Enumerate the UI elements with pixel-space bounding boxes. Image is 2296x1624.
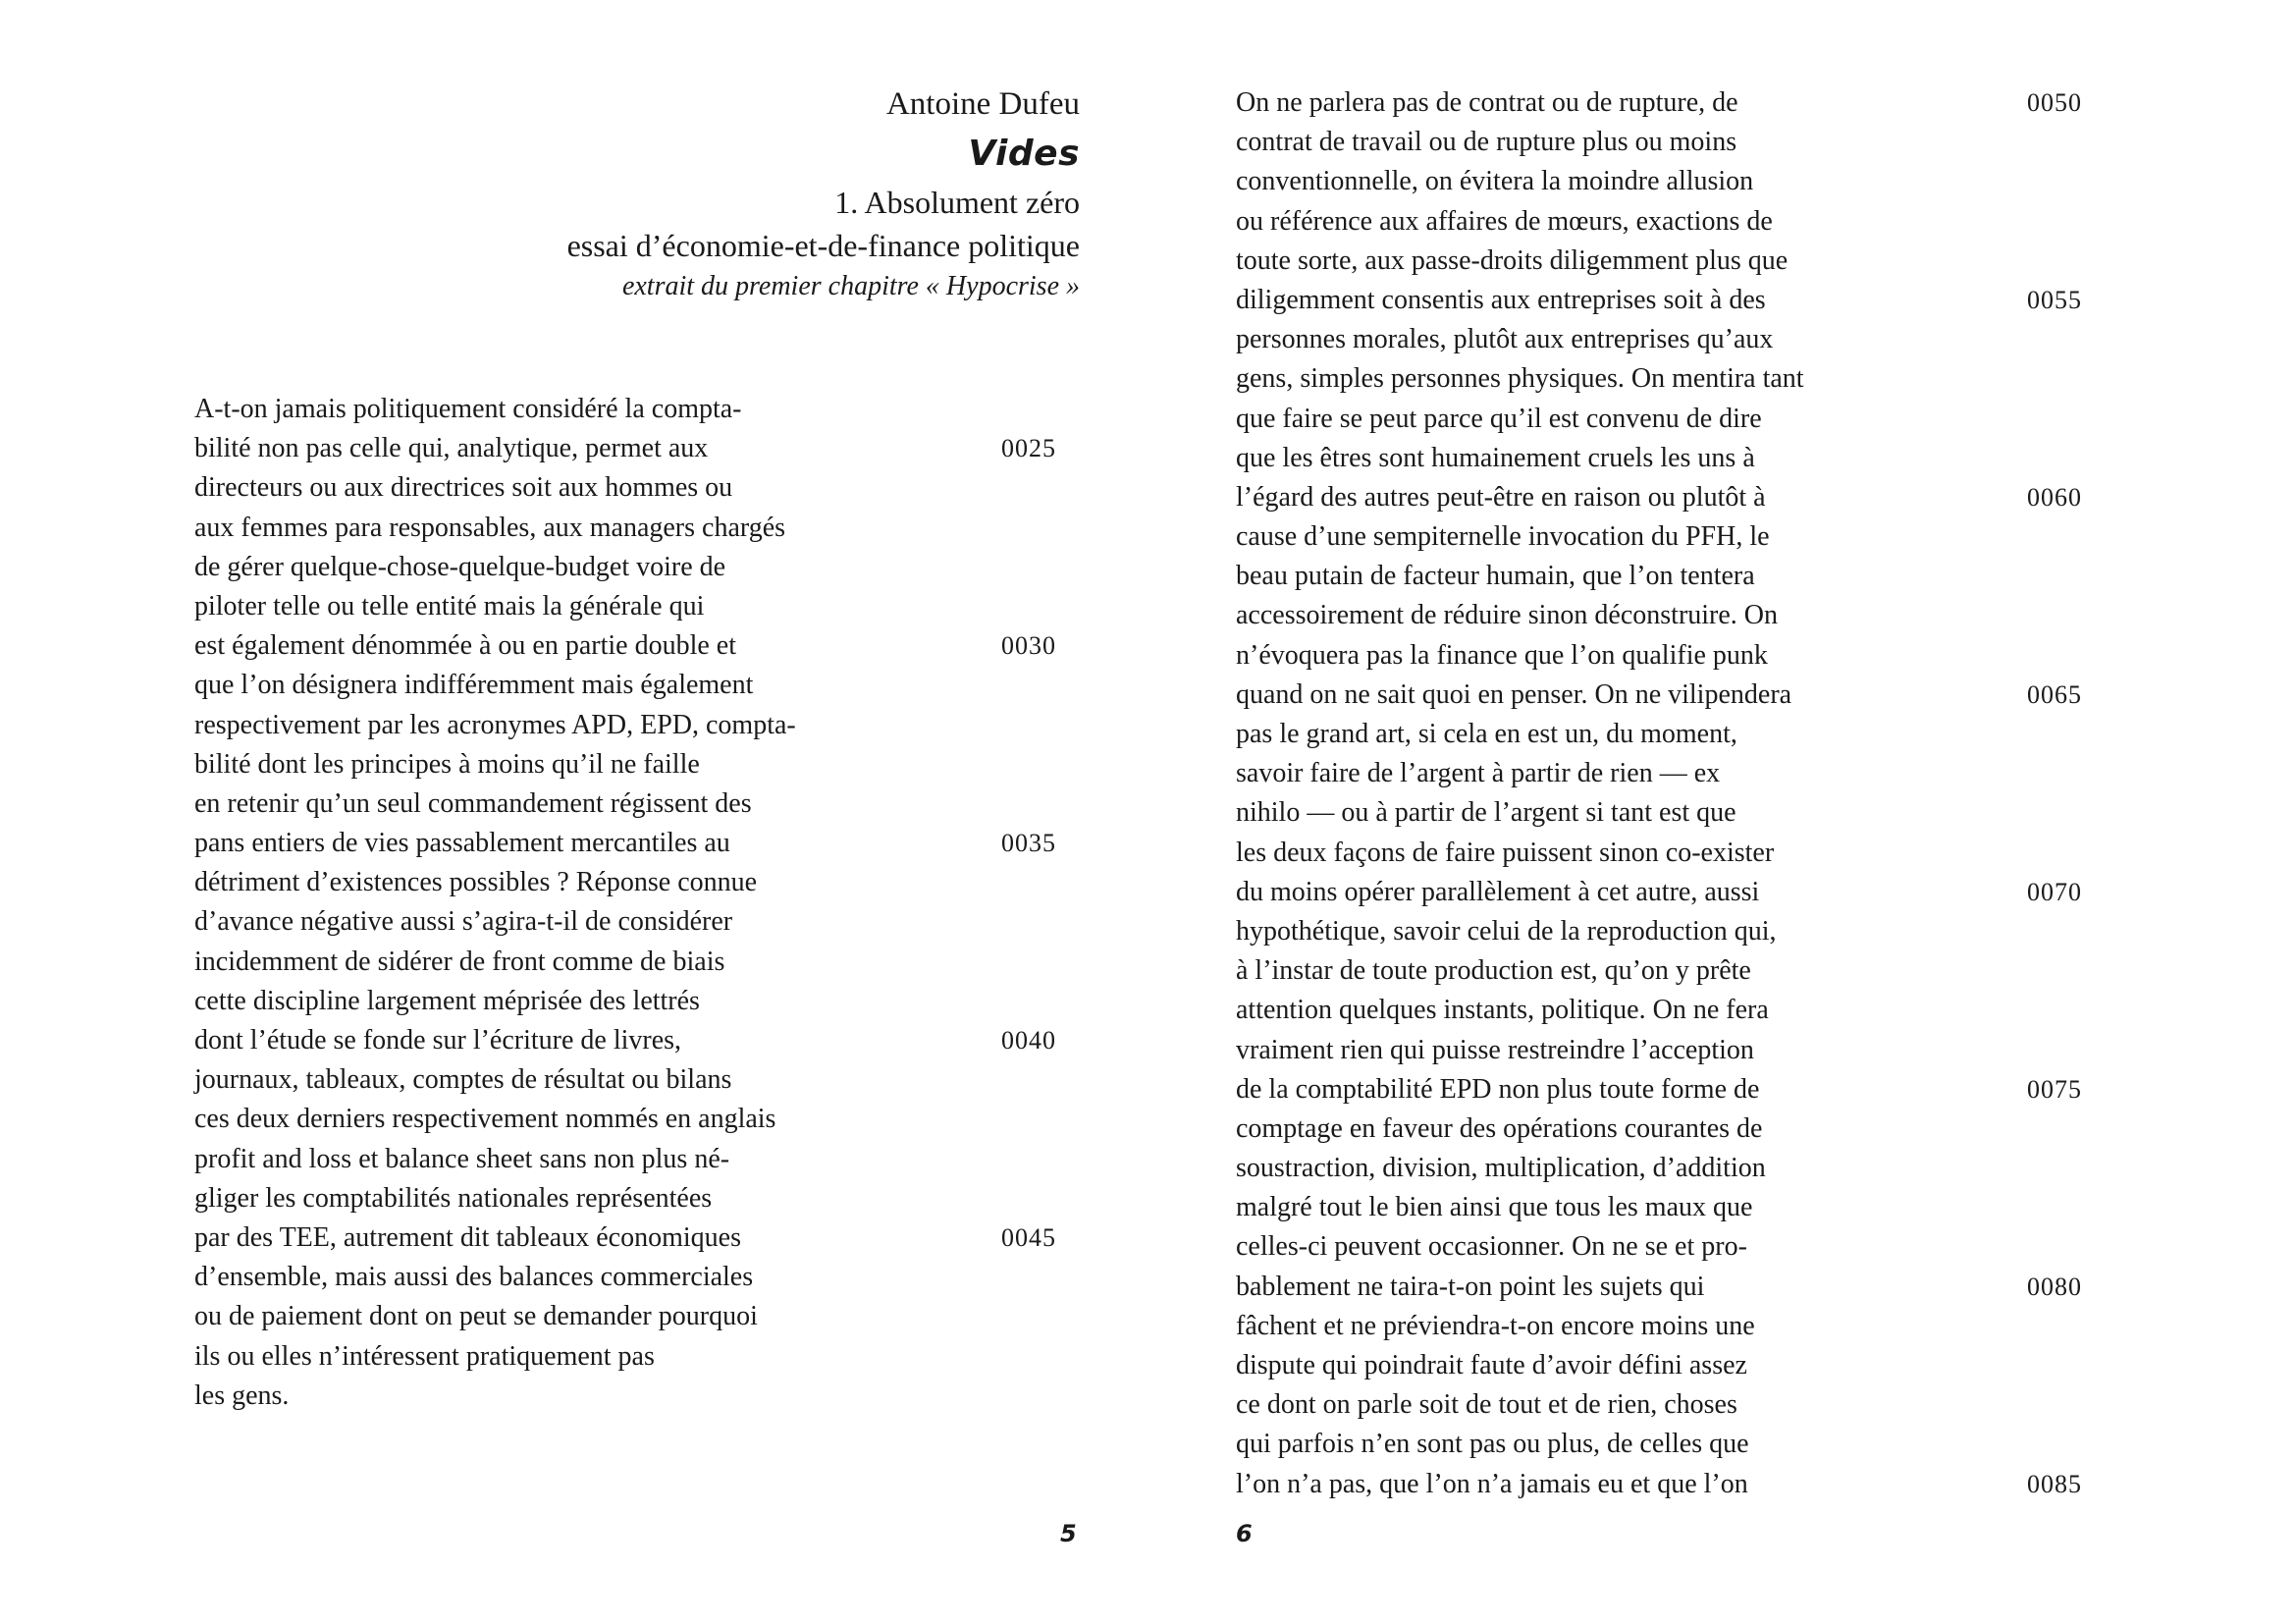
- line-number: 0050: [2027, 88, 2082, 117]
- line-number: 0055: [2027, 286, 2082, 314]
- text-line: hypothétique, savoir celui de la reproduction qui,: [1236, 915, 1777, 947]
- line-number: 0040: [1001, 1026, 1056, 1055]
- text-line: que les êtres sont humainement cruels les uns à: [1236, 442, 1755, 473]
- text-line: diligemment consentis aux entreprises soit à des: [1236, 284, 1766, 315]
- book-subtitle: 1. Absolument zéro: [834, 185, 1080, 220]
- text-line: les deux façons de faire puissent sinon co-exister: [1236, 837, 1775, 868]
- text-line: quand on ne sait quoi en penser. On ne vilipendera: [1236, 678, 1792, 710]
- text-line: accessoirement de réduire sinon déconstruire. On: [1236, 600, 1779, 631]
- text-line: de la comptabilité EPD non plus toute forme de: [1236, 1073, 1760, 1105]
- text-line: détriment d’existences possibles ? Réponse connue: [194, 867, 758, 898]
- text-line: n’évoquera pas la finance que l’on qualifie punk: [1236, 639, 1768, 671]
- text-line: gliger les comptabilités nationales représentées: [194, 1182, 713, 1214]
- text-line: par des TEE, autrement dit tableaux économiques: [194, 1221, 741, 1253]
- text-line: bablement ne taira-t-on point les sujets qui: [1236, 1271, 1705, 1302]
- text-line: à l’instar de toute production est, qu’on y prête: [1236, 955, 1751, 987]
- text-line: dont l’étude se fonde sur l’écriture de livres,: [194, 1025, 682, 1056]
- text-line: On ne parlera pas de contrat ou de rupture, de: [1236, 87, 1738, 118]
- book-genre: essai d’économie-et-de-finance politique: [566, 228, 1080, 263]
- line-number: 0030: [1001, 631, 1056, 660]
- line-number: 0035: [1001, 829, 1056, 857]
- text-line: aux femmes para responsables, aux managers chargés: [194, 512, 786, 543]
- text-line: qui parfois n’en sont pas ou plus, de celles que: [1236, 1429, 1749, 1460]
- text-line: contrat de travail ou de rupture plus ou moins: [1236, 127, 1737, 158]
- text-line: ces deux derniers respectivement nommés en anglais: [194, 1104, 776, 1135]
- line-number: 0080: [2027, 1272, 2082, 1301]
- text-line: piloter telle ou telle entité mais la générale qui: [194, 590, 705, 622]
- text-line: savoir faire de l’argent à partir de rien — ex: [1236, 758, 1721, 789]
- text-line: bilité non pas celle qui, analytique, permet aux: [194, 433, 709, 464]
- line-number: 0075: [2027, 1075, 2082, 1104]
- line-number: 0085: [2027, 1470, 2082, 1498]
- text-line: gens, simples personnes physiques. On mentira tant: [1236, 363, 1804, 395]
- text-line: en retenir qu’un seul commandement régissent des: [194, 787, 752, 819]
- text-line: directeurs ou aux directrices soit aux hommes ou: [194, 472, 733, 504]
- text-line: dispute qui poindrait faute d’avoir défini assez: [1236, 1350, 1747, 1380]
- text-line: l’on n’a pas, que l’on n’a jamais eu et que l’on: [1236, 1468, 1748, 1499]
- text-line: l’égard des autres peut-être en raison ou plutôt à: [1236, 481, 1766, 513]
- text-line: attention quelques instants, politique. On ne fera: [1236, 995, 1769, 1026]
- line-number: 0065: [2027, 680, 2082, 709]
- line-number: 0025: [1001, 434, 1056, 462]
- line-number: 0060: [2027, 483, 2082, 512]
- text-line: beau putain de facteur humain, que l’on tentera: [1236, 561, 1755, 592]
- text-line: cause d’une sempiternelle invocation du PFH, le: [1236, 521, 1770, 553]
- right-body-text: [1236, 83, 1943, 1504]
- text-line: fâchent et ne préviendra-t-on encore moins une: [1236, 1310, 1755, 1341]
- text-line: toute sorte, aux passe-droits diligemment plus que: [1236, 244, 1789, 276]
- text-line: que l’on désignera indifféremment mais également: [194, 670, 754, 701]
- page-number-right: 6: [1236, 1520, 1253, 1547]
- author-name: Antoine Dufeu: [885, 86, 1080, 122]
- book-title: Vides: [968, 134, 1080, 174]
- text-line: que faire se peut parce qu’il est convenu de dire: [1236, 403, 1762, 434]
- text-line: journaux, tableaux, comptes de résultat ou bilans: [194, 1064, 732, 1096]
- text-line: pans entiers de vies passablement mercantiles au: [194, 828, 730, 859]
- text-line: comptage en faveur des opérations courantes de: [1236, 1112, 1763, 1144]
- text-line: est également dénommée à ou en partie double et: [194, 630, 737, 662]
- text-line: ou référence aux affaires de mœurs, exactions de: [1236, 205, 1773, 237]
- text-line: malgré tout le bien ainsi que tous les maux que: [1236, 1192, 1753, 1223]
- text-line: bilité dont les principes à moins qu’il ne faille: [194, 748, 700, 780]
- page-number-left: 5: [1060, 1520, 1077, 1547]
- text-line: cette discipline largement méprisée des lettrés: [194, 985, 700, 1016]
- text-line: respectivement par les acronymes APD, EPD, compta-: [194, 709, 796, 740]
- text-line: ce dont on parle soit de tout et de rien, choses: [1236, 1389, 1737, 1421]
- line-number: 0070: [2027, 878, 2082, 906]
- text-line: profit and loss et balance sheet sans non plus né-: [194, 1143, 730, 1174]
- text-line: nihilo — ou à partir de l’argent si tant est que: [1236, 797, 1736, 829]
- text-line: de gérer quelque-chose-quelque-budget voire de: [194, 551, 726, 582]
- text-line: conventionnelle, on évitera la moindre allusion: [1236, 166, 1754, 197]
- text-line: A-t-on jamais politiquement considéré la compta-: [194, 394, 742, 424]
- text-line: les gens.: [194, 1380, 290, 1411]
- title-block: [393, 81, 1080, 306]
- text-line: ils ou elles n’intéressent pratiquement pas: [194, 1340, 655, 1372]
- text-line: celles-ci peuvent occasionner. On ne se et pro-: [1236, 1231, 1747, 1263]
- text-line: du moins opérer parallèlement à cet autre, aussi: [1236, 876, 1760, 907]
- extract-note: extrait du premier chapitre « Hypocrise »: [621, 271, 1080, 301]
- right-page: [1148, 0, 2296, 1624]
- text-line: soustraction, division, multiplication, d’addition: [1236, 1153, 1766, 1184]
- text-line: d’avance négative aussi s’agira-t-il de considérer: [194, 906, 733, 938]
- text-line: vraiment rien qui puisse restreindre l’acception: [1236, 1034, 1754, 1065]
- text-line: ou de paiement dont on peut se demander pourquoi: [194, 1301, 758, 1332]
- text-line: pas le grand art, si cela en est un, du moment,: [1236, 719, 1737, 749]
- line-number: 0045: [1001, 1223, 1056, 1252]
- text-line: incidemment de sidérer de front comme de biais: [194, 946, 725, 977]
- text-line: d’ensemble, mais aussi des balances commerciales: [194, 1262, 754, 1293]
- left-body-text: [194, 390, 881, 1416]
- text-line: personnes morales, plutôt aux entreprises qu’aux: [1236, 324, 1774, 355]
